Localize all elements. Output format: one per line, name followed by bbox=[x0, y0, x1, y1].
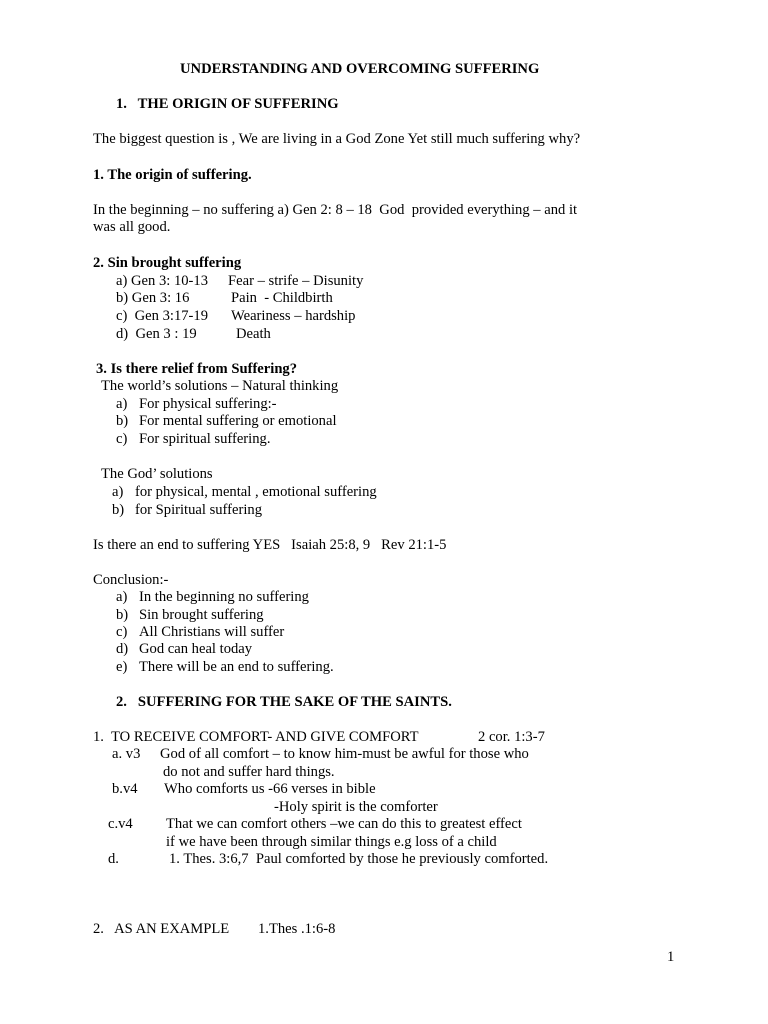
end-question: Is there an end to suffering YES Isaiah 25:8, 9 Rev 21:1-5 bbox=[93, 537, 447, 553]
comfort-a-marker: a. v3 bbox=[112, 746, 141, 762]
list-marker: b) bbox=[116, 607, 129, 623]
origin-text-line-2: was all good. bbox=[93, 219, 171, 235]
sin-item-desc: Pain - Childbirth bbox=[231, 290, 333, 306]
comfort-b-marker: b.v4 bbox=[112, 781, 138, 797]
sin-item-ref: c) Gen 3:17-19 bbox=[116, 308, 208, 324]
comfort-d-marker: d. bbox=[108, 851, 119, 867]
conclusion-label: Conclusion:- bbox=[93, 572, 169, 588]
list-item: For mental suffering or emotional bbox=[139, 413, 337, 429]
list-marker: a) bbox=[116, 396, 128, 412]
list-item: For spiritual suffering. bbox=[139, 431, 271, 447]
comfort-b-line: -Holy spirit is the comforter bbox=[274, 799, 438, 815]
list-item: for physical, mental , emotional suffering bbox=[135, 484, 377, 500]
intro-question: The biggest question is , We are living in a God Zone Yet still much suffering why? bbox=[93, 131, 581, 147]
comfort-d-line: 1. Thes. 3:6,7 Paul comforted by those he previously comforted. bbox=[169, 851, 549, 867]
list-marker: b) bbox=[112, 502, 125, 518]
example-heading: 2. AS AN EXAMPLE bbox=[93, 921, 230, 937]
comfort-c-line: That we can comfort others –we can do this to greatest effect bbox=[166, 816, 522, 832]
god-solutions-label: The God’ solutions bbox=[101, 466, 213, 482]
comfort-b-line: Who comforts us -66 verses in bible bbox=[164, 781, 376, 797]
comfort-a-line: do not and suffer hard things. bbox=[163, 764, 335, 780]
list-marker: e) bbox=[116, 659, 128, 675]
comfort-reference: 2 cor. 1:3-7 bbox=[478, 729, 545, 745]
comfort-heading: 1. TO RECEIVE COMFORT- AND GIVE COMFORT bbox=[93, 729, 419, 745]
section-2-heading: 2. SUFFERING FOR THE SAKE OF THE SAINTS. bbox=[116, 694, 452, 710]
list-item: All Christians will suffer bbox=[139, 624, 285, 640]
sin-item-desc: Weariness – hardship bbox=[231, 308, 356, 324]
list-marker: c) bbox=[116, 431, 128, 447]
list-marker: d) bbox=[116, 641, 129, 657]
comfort-a-line: God of all comfort – to know him-must be awful for those who bbox=[160, 746, 529, 762]
sin-heading: 2. Sin brought suffering bbox=[93, 255, 242, 271]
list-marker: b) bbox=[116, 413, 129, 429]
list-marker: c) bbox=[116, 624, 128, 640]
relief-heading: 3. Is there relief from Suffering? bbox=[96, 361, 298, 377]
list-item: There will be an end to suffering. bbox=[139, 659, 334, 675]
origin-heading: 1. The origin of suffering. bbox=[93, 167, 252, 183]
page-number: 1 bbox=[667, 949, 675, 965]
list-item: In the beginning no suffering bbox=[139, 589, 309, 605]
sin-item-ref: d) Gen 3 : 19 bbox=[116, 326, 197, 342]
example-reference: 1.Thes .1:6-8 bbox=[258, 921, 336, 937]
comfort-c-marker: c.v4 bbox=[108, 816, 133, 832]
list-item: God can heal today bbox=[139, 641, 253, 657]
list-marker: a) bbox=[116, 589, 128, 605]
document-title: UNDERSTANDING AND OVERCOMING SUFFERING bbox=[180, 61, 540, 77]
section-1-heading: 1. THE ORIGIN OF SUFFERING bbox=[116, 96, 339, 112]
sin-item-ref: a) Gen 3: 10-13 bbox=[116, 273, 208, 289]
list-marker: a) bbox=[112, 484, 124, 500]
sin-item-ref: b) Gen 3: 16 bbox=[116, 290, 190, 306]
sin-item-desc: Fear – strife – Disunity bbox=[228, 273, 364, 289]
list-item: Sin brought suffering bbox=[139, 607, 264, 623]
sin-item-desc: Death bbox=[236, 326, 271, 342]
world-solutions-label: The world’s solutions – Natural thinking bbox=[101, 378, 339, 394]
list-item: For physical suffering:- bbox=[139, 396, 277, 412]
origin-text-line-1: In the beginning – no suffering a) Gen 2: 8 – 18 God provided everything – and it bbox=[93, 202, 578, 218]
comfort-c-line: if we have been through similar things e.g loss of a child bbox=[166, 834, 497, 850]
list-item: for Spiritual suffering bbox=[135, 502, 262, 518]
